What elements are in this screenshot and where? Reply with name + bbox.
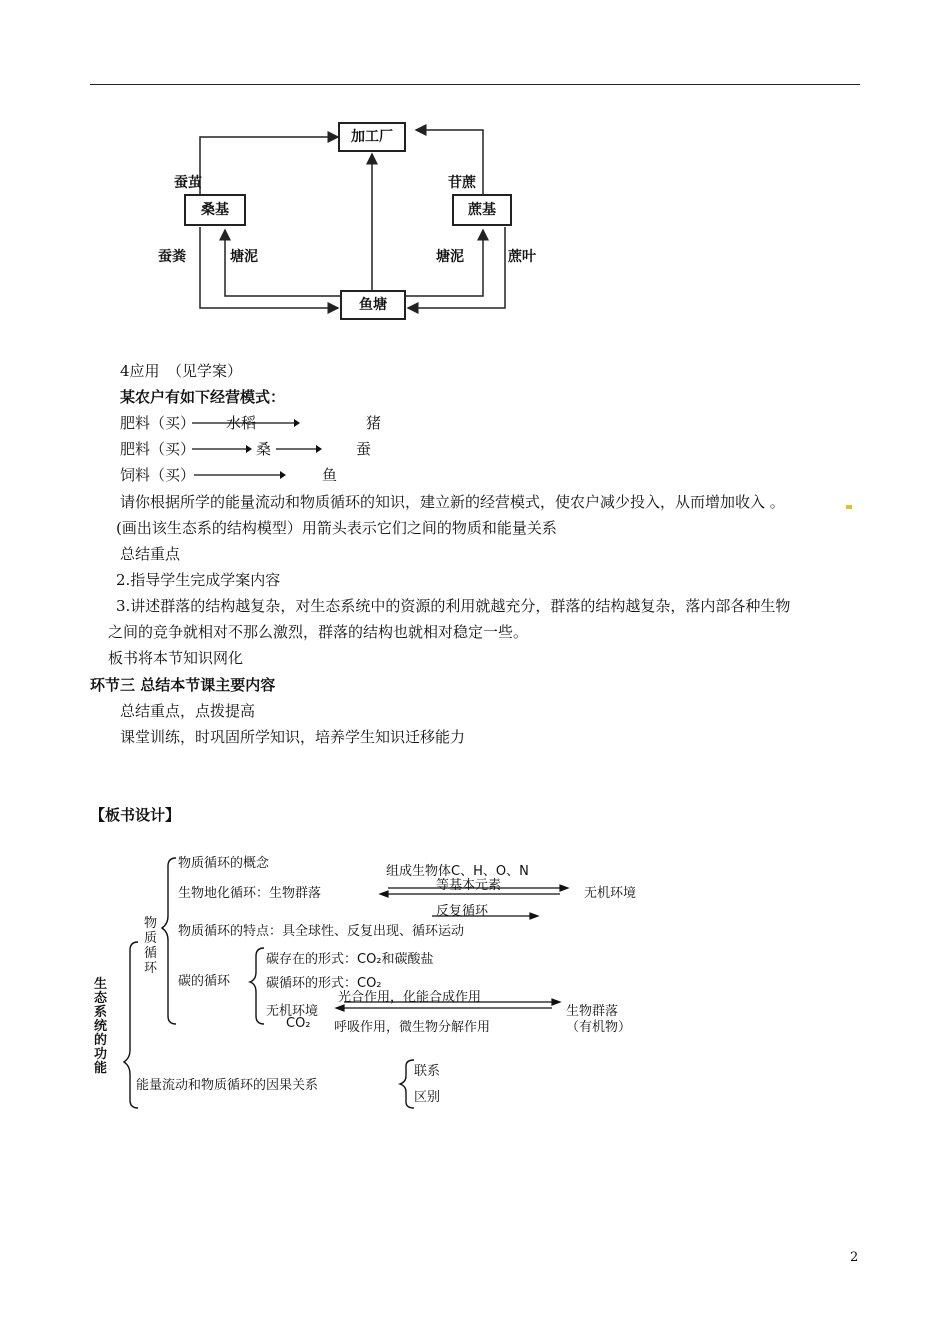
summary-line: 总结重点: [120, 545, 181, 563]
board-organic: （有机物）: [566, 1020, 632, 1035]
label-cane-leaf: 蔗叶: [508, 249, 536, 265]
board-photosynthesis: 光合作用，化能合成作用: [338, 990, 482, 1005]
farmer-heading: 某农户有如下经营模式：: [120, 388, 286, 406]
row2-arrow-a: [190, 440, 254, 458]
application-heading: 4应用 （见学案）: [120, 362, 243, 380]
board-diff: 区别: [414, 1090, 441, 1105]
board-design-heading: 【板书设计】: [90, 806, 181, 824]
sugarcane-box: 蔗基: [452, 194, 512, 226]
board-root-label: 生态系统的功能: [94, 977, 108, 1076]
board-matter-cycle-label: 物质循环: [144, 916, 158, 976]
board-repeat: 反复循环: [436, 904, 489, 919]
board-composition: 组成生物体C、H、O、N: [386, 864, 529, 879]
label-pond-mud-right: 塘泥: [436, 249, 464, 265]
board-biocommunity: 生物群落: [566, 1004, 619, 1019]
row3-out: 鱼: [322, 466, 338, 484]
item-2: 2.指导学生完成学案内容: [116, 571, 281, 589]
section-3-line-2: 课堂训练，时巩固所学知识，培养学生知识迁移能力: [120, 728, 466, 746]
section-3-line-1: 总结重点，点拨提高: [120, 702, 256, 720]
board-elements: 等基本元素: [436, 878, 502, 893]
row1-out: 猪: [366, 414, 382, 432]
row2-out: 蚕: [356, 440, 372, 458]
board-carbon-form: 碳存在的形式：CO₂和碳酸盐: [266, 952, 434, 967]
board-concept: 物质循环的概念: [178, 856, 270, 871]
board-carbon-cycle-form: 碳循环的形式：CO₂: [266, 976, 382, 991]
label-silkworm-cocoon: 蚕茧: [174, 175, 202, 191]
board-design-diagram: [90, 850, 710, 1120]
board-carbon-cycle: 碳的循环: [178, 974, 231, 989]
header-rule: [90, 84, 860, 85]
row3-arrow: [192, 466, 288, 484]
board-features: 物质循环的特点：具全球性、反复出现、循环运动: [178, 924, 465, 939]
row1-mid: 水稻: [226, 414, 257, 432]
paragraph-2: (画出该生态系的结构模型）用箭头表示它们之间的物质和能量关系: [116, 519, 557, 537]
row2-mid: 桑: [256, 440, 272, 458]
row1-input: 肥料（买）: [120, 414, 196, 432]
label-silkworm-dung: 蚕粪: [158, 249, 186, 265]
fishpond-box: 鱼塘: [340, 290, 406, 320]
label-pond-mud-left: 塘泥: [230, 249, 258, 265]
board-link: 联系: [414, 1064, 441, 1079]
marker-mark: [846, 505, 852, 509]
page-number: 2: [850, 1250, 859, 1265]
row2-arrow-b: [274, 440, 324, 458]
board-bgc: 生物地化循环：生物群落: [178, 886, 322, 901]
row2-input: 肥料（买）: [120, 440, 196, 458]
paragraph-1: 请你根据所学的能量流动和物质循环的知识，建立新的经营模式，使农户减少投入，从而增加收入 。: [120, 493, 785, 511]
mulberry-fishpond-diagram: [150, 110, 570, 330]
item-3-line-1: 3.讲述群落的结构越复杂，对生态系统中的资源的利用就越充分，群落的结构越复杂，落内部各种生物: [116, 597, 791, 615]
item-3-line-2: 之间的竞争就相对不那么激烈，群落的结构也就相对稳定一些。: [108, 623, 529, 641]
board-co2: CO₂: [286, 1016, 311, 1031]
mulberry-box: 桑基: [184, 194, 246, 226]
section-3-heading: 环节三 总结本节课主要内容: [90, 676, 276, 694]
row3-input: 饲料（买）: [120, 466, 196, 484]
board-respiration: 呼吸作用，微生物分解作用: [334, 1020, 491, 1035]
label-sugar-cane-sweet: 苷蔗: [448, 175, 476, 191]
board-abiotic-2: 无机环境: [266, 1004, 319, 1019]
board-network-line: 板书将本节知识网化: [108, 649, 244, 667]
factory-box: 加工厂: [338, 122, 406, 152]
board-relation: 能量流动和物质循环的因果关系: [136, 1078, 319, 1093]
board-abiotic-1: 无机环境: [584, 886, 637, 901]
